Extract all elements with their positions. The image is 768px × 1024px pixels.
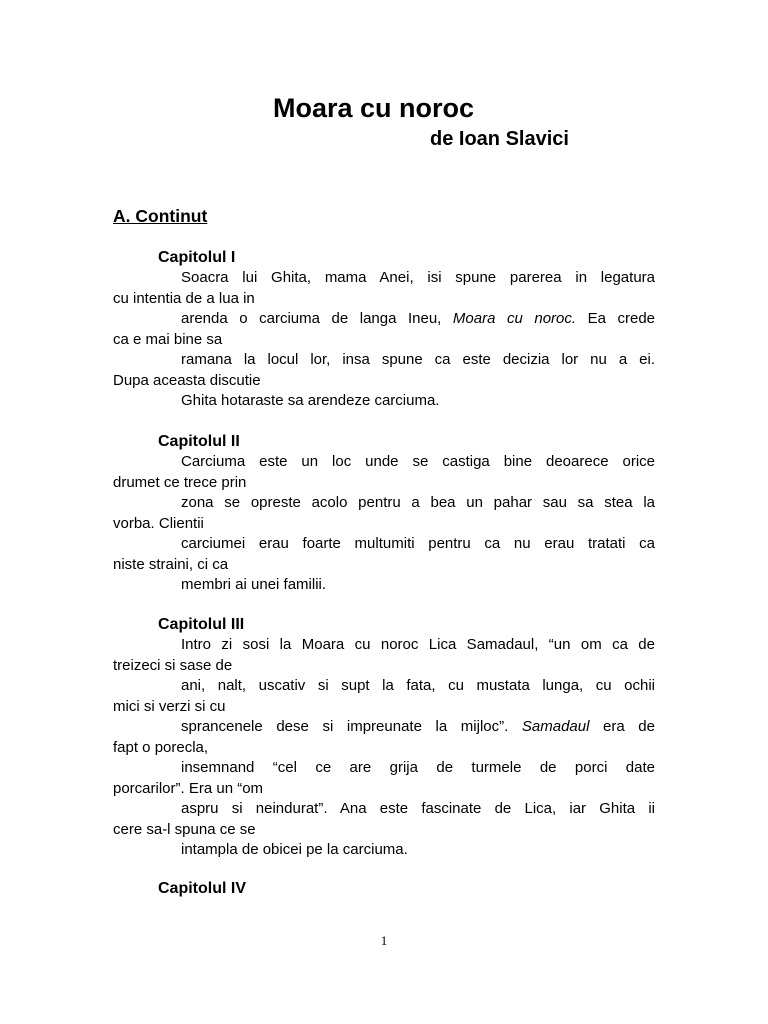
paragraph-line: Ghita hotaraste sa arendeze carciuma.: [181, 392, 440, 409]
paragraph-line: ca e mai bine sa: [113, 330, 223, 348]
paragraph-line: [113, 717, 655, 738]
paragraph-line: Carciuma este un loc unde se castiga bine deoarece orice: [181, 453, 655, 470]
paragraph-line: carciumei erau foarte multumiti pentru ca nu erau tratati ca: [181, 535, 655, 552]
chapter-paragraph: [113, 452, 655, 596]
chapter-heading: Capitolul I: [158, 249, 236, 266]
chapter-heading: Capitolul II: [158, 433, 240, 450]
paragraph-line: porcarilor”. Era un “om: [113, 779, 264, 797]
book-title-italic: Moara cu noroc.: [452, 310, 577, 327]
chapter-heading: Capitolul III: [158, 616, 245, 633]
paragraph-line: ramana la locul lor, insa spune ca este decizia lor nu a ei.: [181, 351, 655, 368]
paragraph-line: ani, nalt, uscativ si supt la fata, cu mustata lunga, cu ochii: [181, 677, 655, 694]
chapter-heading: Capitolul IV: [158, 880, 246, 897]
text-run: Ea crede: [576, 310, 655, 327]
paragraph-line: cere sa-l spuna ce se: [113, 820, 256, 838]
paragraph-line: mici si verzi si cu: [113, 697, 226, 715]
paragraph-line: [113, 309, 655, 330]
section-heading: A. Continut: [113, 206, 208, 226]
page-number: 1: [380, 933, 388, 948]
nickname-italic: Samadaul: [521, 718, 590, 735]
paragraph-line: treizeci si sase de: [113, 656, 233, 674]
paragraph-line: membri ai unei familii.: [181, 576, 327, 593]
chapter-paragraph: [113, 268, 655, 412]
chapter-paragraph: [113, 635, 655, 861]
paragraph-line: Soacra lui Ghita, mama Anei, isi spune parerea in legatura: [181, 269, 655, 286]
text-run: arenda o carciuma de langa Ineu,: [181, 310, 453, 327]
paragraph-line: niste straini, ci ca: [113, 555, 229, 573]
paragraph-line: aspru si neindurat”. Ana este fascinate de Lica, iar Ghita ii: [181, 800, 655, 817]
document-author: de Ioan Slavici: [430, 128, 569, 150]
paragraph-line: cu intentia de a lua in: [113, 289, 255, 307]
paragraph-line: Intro zi sosi la Moara cu noroc Lica Samadaul, “un om ca de: [181, 636, 655, 653]
paragraph-line: vorba. Clientii: [113, 514, 204, 532]
paragraph-line: zona se opreste acolo pentru a bea un pahar sau sa stea la: [181, 494, 655, 511]
text-run: sprancenele dese si impreunate la mijloc”.: [181, 718, 522, 735]
paragraph-line: drumet ce trece prin: [113, 473, 247, 491]
document-title: Moara cu noroc: [273, 93, 475, 123]
paragraph-line: intampla de obicei pe la carciuma.: [181, 841, 408, 858]
paragraph-line: Dupa aceasta discutie: [113, 371, 261, 389]
text-run: era de: [589, 718, 655, 735]
paragraph-line: insemnand “cel ce are grija de turmele de porci date: [181, 759, 655, 776]
paragraph-line: fapt o porecla,: [113, 738, 209, 756]
